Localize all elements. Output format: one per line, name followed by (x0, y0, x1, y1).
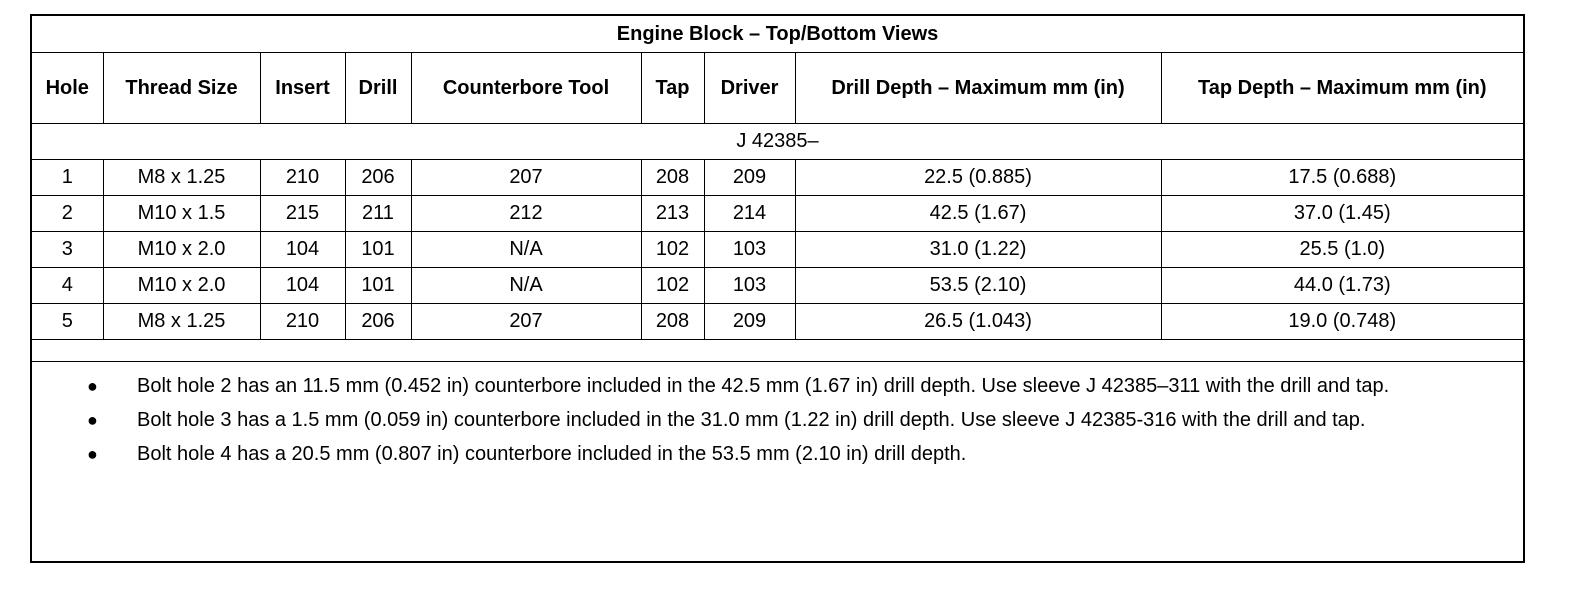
cell-drill: 206 (345, 304, 411, 340)
cell-driver: 209 (704, 160, 795, 196)
cell-drill-depth: 53.5 (2.10) (795, 268, 1161, 304)
cell-insert: 210 (260, 160, 345, 196)
cell-counterbore-tool: 207 (411, 304, 641, 340)
cell-thread-size: M8 x 1.25 (103, 160, 260, 196)
cell-thread-size: M10 x 2.0 (103, 268, 260, 304)
cell-thread-size: M8 x 1.25 (103, 304, 260, 340)
cell-tap: 102 (641, 268, 704, 304)
bullet-icon: ● (87, 410, 98, 430)
cell-counterbore-tool: N/A (411, 268, 641, 304)
cell-counterbore-tool: 212 (411, 196, 641, 232)
header-tap-depth: Tap Depth – Maximum mm (in) (1161, 53, 1523, 124)
bullet-icon: ● (87, 376, 98, 396)
cell-tap-depth: 19.0 (0.748) (1161, 304, 1523, 340)
cell-tap: 102 (641, 232, 704, 268)
note-text: Bolt hole 2 has an 11.5 mm (0.452 in) counterbore included in the 42.5 mm (1.67 in) drill depth. Use sleeve J 42385–311 with the drill and tap. (137, 375, 1390, 397)
header-insert: Insert (260, 53, 345, 124)
cell-drill-depth: 26.5 (1.043) (795, 304, 1161, 340)
cell-hole: 2 (32, 196, 103, 232)
header-tap: Tap (641, 53, 704, 124)
header-driver: Driver (704, 53, 795, 124)
cell-tap-depth: 25.5 (1.0) (1161, 232, 1523, 268)
cell-counterbore-tool: N/A (411, 232, 641, 268)
cell-thread-size: M10 x 1.5 (103, 196, 260, 232)
header-hole: Hole (32, 53, 103, 124)
table-row (32, 304, 1523, 340)
cell-tap-depth: 37.0 (1.45) (1161, 196, 1523, 232)
note-item (32, 374, 1523, 399)
table-row (32, 160, 1523, 196)
cell-insert: 104 (260, 232, 345, 268)
header-drill: Drill (345, 53, 411, 124)
cell-drill: 101 (345, 268, 411, 304)
cell-insert: 210 (260, 304, 345, 340)
table-row (32, 268, 1523, 304)
cell-tap: 208 (641, 304, 704, 340)
cell-tap-depth: 17.5 (0.688) (1161, 160, 1523, 196)
table-row (32, 196, 1523, 232)
cell-drill: 211 (345, 196, 411, 232)
cell-hole: 5 (32, 304, 103, 340)
tool-kit-group-label: J 42385– (32, 124, 1523, 160)
cell-driver: 103 (704, 268, 795, 304)
header-drill-depth: Drill Depth – Maximum mm (in) (795, 53, 1161, 124)
note-item (32, 442, 1523, 467)
cell-tap: 213 (641, 196, 704, 232)
spec-frame (30, 14, 1525, 563)
cell-hole: 1 (32, 160, 103, 196)
cell-drill: 101 (345, 232, 411, 268)
cell-tap-depth: 44.0 (1.73) (1161, 268, 1523, 304)
spec-table (32, 16, 1523, 340)
note-text: Bolt hole 4 has a 20.5 mm (0.807 in) counterbore included in the 53.5 mm (2.10 in) drill depth. (137, 443, 967, 465)
header-thread-size: Thread Size (103, 53, 260, 124)
cell-counterbore-tool: 207 (411, 160, 641, 196)
cell-hole: 3 (32, 232, 103, 268)
cell-driver: 209 (704, 304, 795, 340)
cell-tap: 208 (641, 160, 704, 196)
bullet-icon: ● (87, 444, 98, 464)
note-text: Bolt hole 3 has a 1.5 mm (0.059 in) counterbore included in the 31.0 mm (1.22 in) drill depth. Use sleeve J 42385-316 with the drill and tap. (137, 409, 1366, 431)
cell-insert: 104 (260, 268, 345, 304)
cell-driver: 214 (704, 196, 795, 232)
cell-drill: 206 (345, 160, 411, 196)
cell-insert: 215 (260, 196, 345, 232)
cell-drill-depth: 31.0 (1.22) (795, 232, 1161, 268)
cell-drill-depth: 42.5 (1.67) (795, 196, 1161, 232)
notes-section (32, 361, 1523, 476)
cell-hole: 4 (32, 268, 103, 304)
table-row (32, 232, 1523, 268)
note-item (32, 408, 1523, 433)
table-title: Engine Block – Top/Bottom Views (32, 16, 1523, 53)
cell-driver: 103 (704, 232, 795, 268)
cell-thread-size: M10 x 2.0 (103, 232, 260, 268)
cell-drill-depth: 22.5 (0.885) (795, 160, 1161, 196)
header-counterbore-tool: Counterbore Tool (411, 53, 641, 124)
